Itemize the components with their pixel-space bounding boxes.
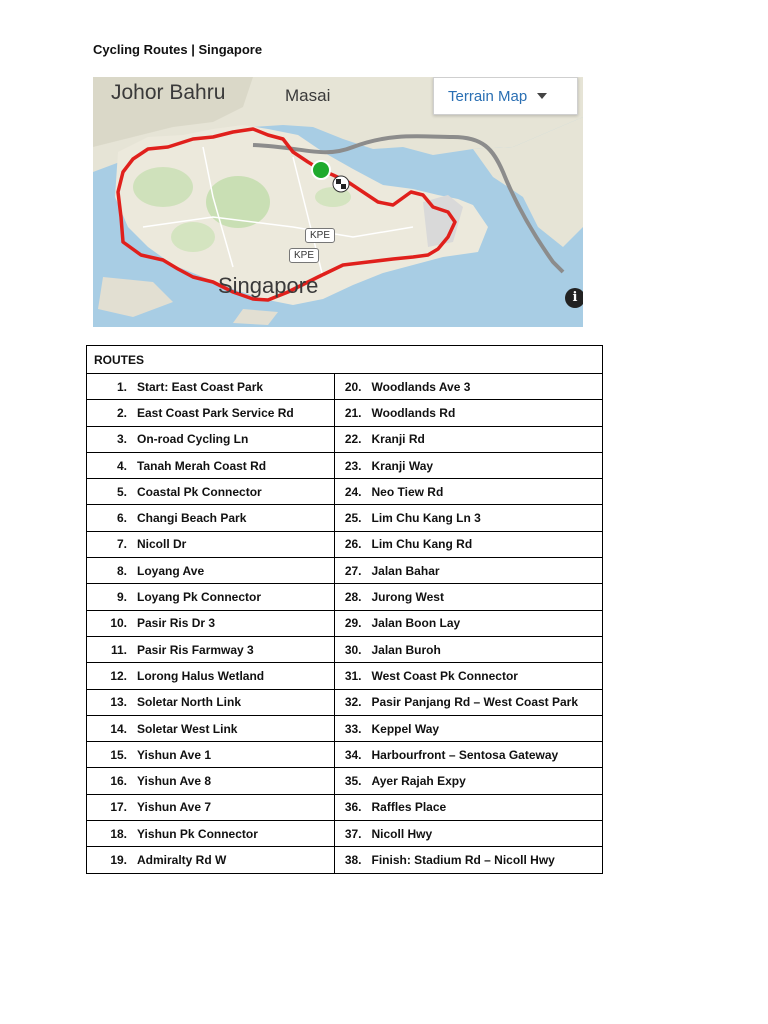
route-name: Changi Beach Park — [137, 511, 247, 526]
route-cell — [334, 715, 603, 741]
route-cell — [87, 663, 335, 689]
route-cell — [87, 584, 335, 610]
route-number: 28. — [344, 590, 362, 605]
route-cell — [334, 505, 603, 531]
route-number: 16. — [110, 774, 127, 789]
route-number: 37. — [344, 826, 362, 841]
route-number: 21. — [344, 405, 362, 420]
table-row — [87, 715, 603, 741]
table-row — [87, 636, 603, 662]
route-name: Admiralty Rd W — [137, 852, 227, 867]
route-cell — [334, 374, 603, 400]
table-header-row — [87, 346, 603, 374]
route-cell — [87, 426, 335, 452]
route-cell — [87, 452, 335, 478]
route-number: 7. — [116, 537, 127, 552]
route-name: Lim Chu Kang Rd — [371, 537, 473, 552]
route-name: Loyang Pk Connector — [137, 590, 262, 605]
route-number: 34. — [344, 747, 362, 762]
label-johor-bahru: Johor Bahru — [111, 81, 226, 104]
table-row — [87, 452, 603, 478]
label-singapore: Singapore — [218, 273, 319, 298]
route-cell — [334, 558, 603, 584]
route-cell — [87, 821, 335, 847]
route-number: 23. — [344, 458, 362, 473]
route-cell — [334, 821, 603, 847]
table-row — [87, 584, 603, 610]
route-name: Tanah Merah Coast Rd — [137, 458, 267, 473]
route-cell — [87, 610, 335, 636]
route-number: 13. — [110, 695, 127, 710]
route-cell — [87, 847, 335, 873]
route-cell — [334, 768, 603, 794]
route-name: On-road Cycling Ln — [137, 432, 249, 447]
route-cell — [87, 768, 335, 794]
route-name: Soletar North Link — [137, 695, 242, 710]
page-title: Cycling Routes | Singapore — [93, 42, 263, 57]
route-name: West Coast Pk Connector — [371, 668, 518, 683]
route-number: 4. — [116, 458, 127, 473]
route-cell — [334, 452, 603, 478]
route-number: 35. — [344, 774, 362, 789]
jurong-green — [171, 222, 215, 252]
route-number: 18. — [110, 826, 127, 841]
route-number: 29. — [344, 616, 362, 631]
route-number: 10. — [110, 616, 127, 631]
route-cell — [334, 742, 603, 768]
route-number: 27. — [344, 563, 362, 578]
route-name: Pasir Ris Dr 3 — [137, 616, 216, 631]
route-name: Start: East Coast Park — [137, 379, 264, 394]
table-row — [87, 505, 603, 531]
route-number: 30. — [344, 642, 362, 657]
route-number: 12. — [110, 668, 127, 683]
table-row — [87, 374, 603, 400]
route-number: 9. — [116, 590, 127, 605]
terrain-map-label: Terrain Map — [448, 87, 528, 105]
route-cell — [87, 400, 335, 426]
route-name: Jurong West — [371, 590, 444, 605]
route-cell — [87, 479, 335, 505]
route-number: 24. — [344, 484, 362, 499]
route-cell — [334, 636, 603, 662]
route-number: 14. — [110, 721, 127, 736]
table-row — [87, 610, 603, 636]
route-cell — [87, 505, 335, 531]
table-row — [87, 742, 603, 768]
route-number: 6. — [116, 511, 127, 526]
route-number: 2. — [116, 405, 127, 420]
route-cell — [87, 374, 335, 400]
route-name: Nicoll Dr — [137, 537, 187, 552]
route-name: Loyang Ave — [137, 563, 205, 578]
route-name: East Coast Park Service Rd — [137, 405, 294, 420]
routes-header: ROUTES — [87, 346, 603, 374]
route-name: Yishun Ave 8 — [137, 774, 212, 789]
table-row — [87, 479, 603, 505]
table-row — [87, 821, 603, 847]
route-cell — [334, 847, 603, 873]
route-cell — [87, 531, 335, 557]
table-row — [87, 558, 603, 584]
routes-table — [86, 345, 603, 874]
route-number: 38. — [344, 852, 362, 867]
route-cell — [334, 610, 603, 636]
route-cell — [334, 794, 603, 820]
route-name: Pasir Panjang Rd – West Coast Park — [371, 695, 579, 710]
route-number: 22. — [344, 432, 362, 447]
table-row — [87, 663, 603, 689]
chevron-down-icon — [537, 93, 547, 99]
route-name: Yishun Ave 1 — [137, 747, 212, 762]
route-name: Harbourfront – Sentosa Gateway — [371, 747, 559, 762]
route-name: Lorong Halus Wetland — [137, 668, 265, 683]
route-name: Neo Tiew Rd — [371, 484, 444, 499]
route-number: 26. — [344, 537, 362, 552]
start-marker — [312, 161, 330, 179]
route-cell — [334, 584, 603, 610]
table-row — [87, 531, 603, 557]
route-name: Jalan Buroh — [371, 642, 441, 657]
route-cell — [334, 531, 603, 557]
route-name: Soletar West Link — [137, 721, 238, 736]
route-cell — [334, 426, 603, 452]
route-number: 33. — [344, 721, 362, 736]
table-row — [87, 400, 603, 426]
route-name: Coastal Pk Connector — [137, 484, 262, 499]
route-cell — [87, 794, 335, 820]
route-cell — [334, 479, 603, 505]
route-cell — [334, 663, 603, 689]
table-row — [87, 689, 603, 715]
route-name: Ayer Rajah Expy — [371, 774, 466, 789]
table-row — [87, 426, 603, 452]
road-tag-kpe: KPE — [305, 228, 335, 243]
route-name: Lim Chu Kang Ln 3 — [371, 511, 481, 526]
table-row — [87, 847, 603, 873]
route-number: 3. — [116, 432, 127, 447]
route-cell — [87, 558, 335, 584]
route-number: 11. — [110, 642, 127, 657]
route-name: Nicoll Hwy — [371, 826, 433, 841]
route-name: Jalan Bahar — [371, 563, 440, 578]
route-name: Kranji Way — [371, 458, 434, 473]
route-name: Woodlands Ave 3 — [371, 379, 471, 394]
route-number: 8. — [116, 563, 127, 578]
route-cell — [334, 400, 603, 426]
western-green — [133, 167, 193, 207]
table-row — [87, 768, 603, 794]
route-number: 25. — [344, 511, 362, 526]
route-name: Yishun Ave 7 — [137, 800, 212, 815]
route-name: Kranji Rd — [371, 432, 425, 447]
route-cell — [334, 689, 603, 715]
route-name: Pasir Ris Farmway 3 — [137, 642, 254, 657]
table-row — [87, 794, 603, 820]
terrain-map-dropdown[interactable] — [433, 77, 578, 115]
route-name: Jalan Boon Lay — [371, 616, 461, 631]
route-number: 19. — [110, 852, 127, 867]
route-cell — [87, 636, 335, 662]
finish-marker — [333, 176, 349, 192]
route-number: 1. — [116, 379, 127, 394]
route-name: Keppel Way — [371, 721, 440, 736]
route-name: Finish: Stadium Rd – Nicoll Hwy — [371, 852, 555, 867]
label-masai: Masai — [285, 86, 331, 105]
route-number: 5. — [116, 484, 127, 499]
route-cell — [87, 715, 335, 741]
route-name: Yishun Pk Connector — [137, 826, 258, 841]
route-number: 20. — [344, 379, 362, 394]
route-number: 32. — [344, 695, 362, 710]
info-icon[interactable]: i — [565, 288, 583, 308]
route-name: Woodlands Rd — [371, 405, 456, 420]
route-cell — [87, 689, 335, 715]
route-number: 15. — [110, 747, 127, 762]
route-number: 17. — [110, 800, 127, 815]
route-number: 36. — [344, 800, 362, 815]
road-tag-kpe: KPE — [289, 248, 319, 263]
route-name: Raffles Place — [371, 800, 447, 815]
route-cell — [87, 742, 335, 768]
route-map[interactable] — [93, 77, 583, 327]
route-number: 31. — [344, 668, 362, 683]
